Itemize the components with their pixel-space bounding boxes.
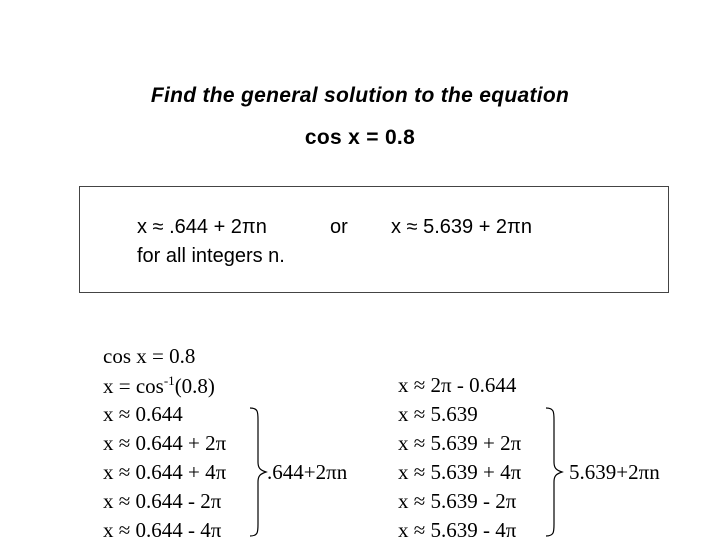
left-curly-brace [246, 406, 268, 540]
left-work-line: cos x = 0.8 [103, 344, 196, 368]
right-work-line: x ≈ 5.639 - 2π [398, 489, 517, 513]
left-work-line: x ≈ 0.644 - 4π [103, 518, 222, 542]
right-curly-brace [542, 406, 564, 540]
problem-title: Find the general solution to the equation [150, 84, 570, 107]
answer-box [79, 186, 669, 293]
right-work-line: x ≈ 5.639 + 2π [398, 431, 522, 455]
inverse-cos-prefix: x = cos [103, 374, 164, 398]
integer-qualifier: for all integers n. [137, 245, 285, 267]
solution-one: x ≈ .644 + 2πn [137, 216, 267, 238]
right-work-line: x ≈ 2π - 0.644 [398, 373, 517, 397]
solution-two: x ≈ 5.639 + 2πn [391, 216, 532, 238]
left-general-solution: .644+2πn [267, 460, 348, 484]
solution-connector: or [330, 216, 348, 238]
left-work-line [103, 373, 215, 399]
right-general-solution: 5.639+2πn [569, 460, 660, 484]
right-work-line: x ≈ 5.639 - 4π [398, 518, 517, 542]
left-work-line: x ≈ 0.644 + 2π [103, 431, 227, 455]
left-work-line: x ≈ 0.644 + 4π [103, 460, 227, 484]
equation-heading: cos x = 0.8 [304, 126, 416, 149]
left-work-line: x ≈ 0.644 - 2π [103, 489, 222, 513]
right-work-line: x ≈ 5.639 [398, 402, 478, 426]
right-work-line: x ≈ 5.639 + 4π [398, 460, 522, 484]
inverse-cos-argument: (0.8) [174, 374, 215, 398]
left-work-line: x ≈ 0.644 [103, 402, 183, 426]
inverse-exponent: -1 [163, 373, 175, 388]
